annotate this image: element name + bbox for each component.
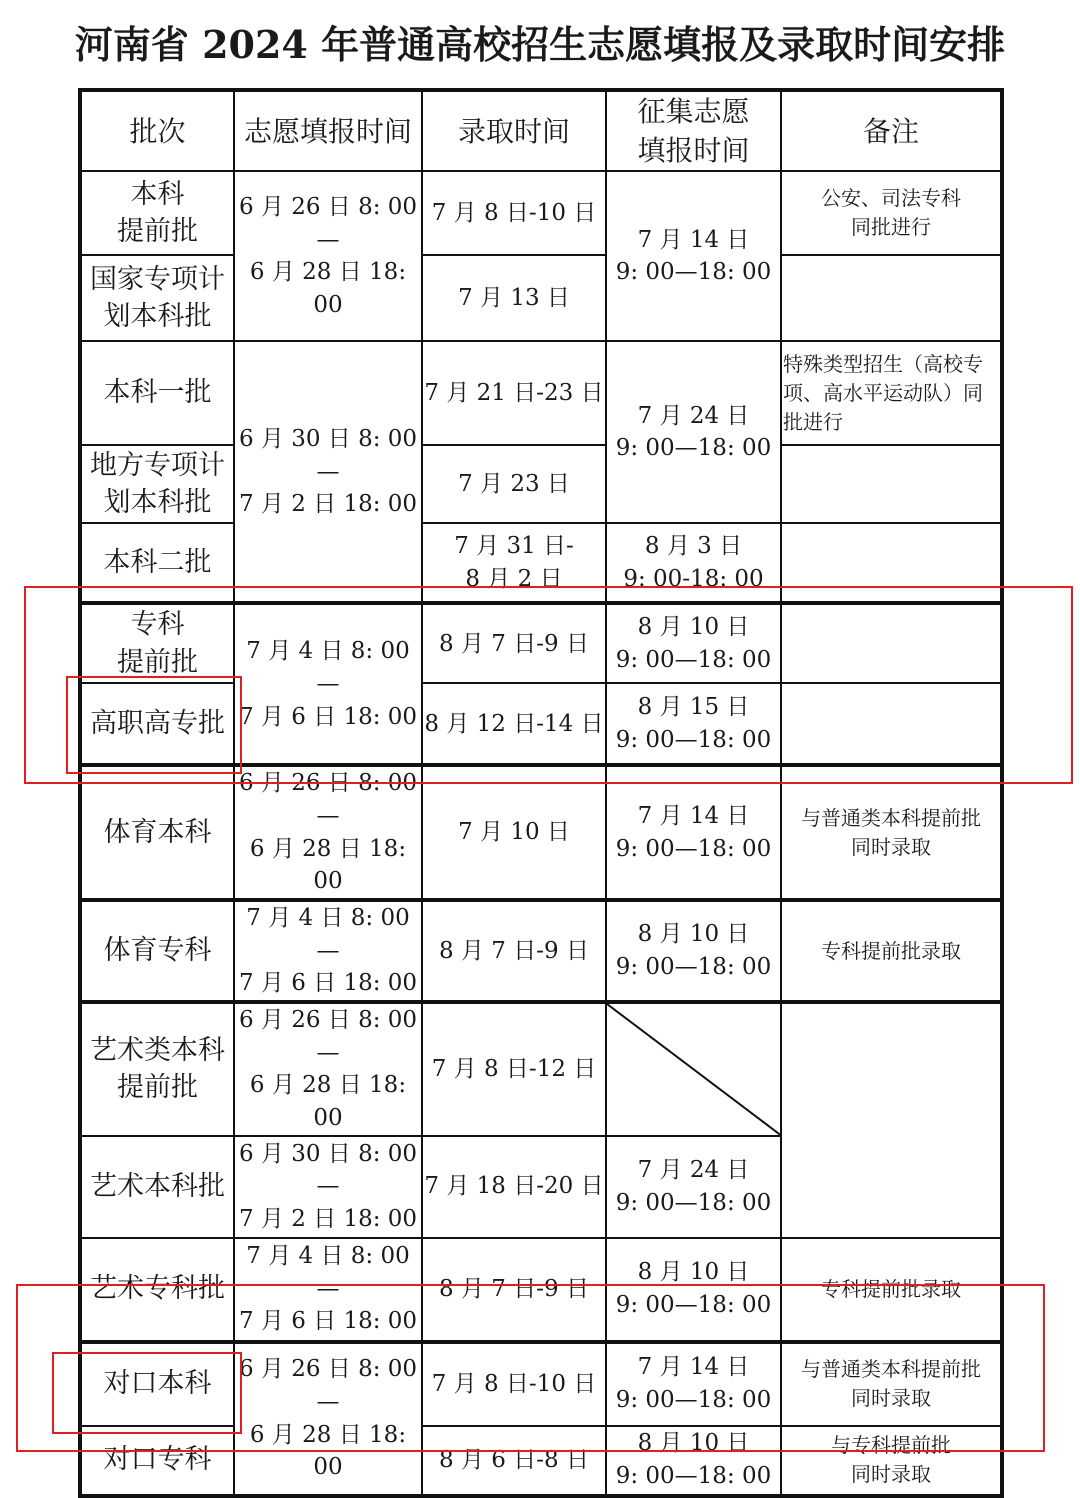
admit-time-cell: 7 月 23 日 <box>422 445 606 523</box>
note-cell <box>781 683 1002 765</box>
batch-cell: 国家专项计 划本科批 <box>80 255 234 341</box>
fill-time-cell: 7 月 4 日 8: 00 — 7 月 6 日 18: 00 <box>234 1238 422 1342</box>
table-row <box>80 255 1002 341</box>
admit-time-cell: 8 月 6 日-8 日 <box>422 1426 606 1496</box>
table-row <box>80 900 1002 1002</box>
diagonal-slash <box>607 1004 780 1135</box>
batch-cell: 体育专科 <box>80 900 234 1002</box>
note-cell: 与普通类本科提前批 同时录取 <box>781 765 1002 900</box>
admit-time-cell: 7 月 8 日-10 日 <box>422 1342 606 1426</box>
admit-time-cell: 8 月 7 日-9 日 <box>422 603 606 683</box>
empty-diagonal-cell <box>606 1002 781 1136</box>
collect-time-cell: 8 月 10 日 9: 00—18: 00 <box>606 1426 781 1496</box>
table-row <box>80 603 1002 683</box>
admit-time-cell: 8 月 7 日-9 日 <box>422 900 606 1002</box>
header-row <box>80 90 1002 171</box>
batch-cell: 对口本科 <box>80 1342 234 1426</box>
admit-time-cell: 7 月 10 日 <box>422 765 606 900</box>
note-cell: 专科提前批录取 <box>781 1238 1002 1342</box>
collect-time-cell: 7 月 24 日 9: 00—18: 00 <box>606 341 781 523</box>
fill-time-cell: 6 月 26 日 8: 00 — 6 月 28 日 18: 00 <box>234 171 422 341</box>
admit-time-cell: 8 月 12 日-14 日 <box>422 683 606 765</box>
note-cell <box>781 603 1002 683</box>
collect-time-cell: 7 月 24 日 9: 00—18: 00 <box>606 1136 781 1238</box>
header-fill-time: 志愿填报时间 <box>234 90 422 171</box>
admit-time-cell: 7 月 18 日-20 日 <box>422 1136 606 1238</box>
batch-cell: 地方专项计 划本科批 <box>80 445 234 523</box>
batch-cell: 艺术类本科 提前批 <box>80 1002 234 1136</box>
batch-cell: 对口专科 <box>80 1426 234 1496</box>
batch-cell: 艺术专科批 <box>80 1238 234 1342</box>
admission-schedule-table <box>78 88 1004 1498</box>
note-cell <box>781 523 1002 603</box>
collect-time-cell: 7 月 14 日 9: 00—18: 00 <box>606 1342 781 1426</box>
header-batch: 批次 <box>80 90 234 171</box>
note-cell <box>781 255 1002 341</box>
fill-time-cell: 7 月 4 日 8: 00 — 7 月 6 日 18: 00 <box>234 900 422 1002</box>
table-row <box>80 1426 1002 1496</box>
table-row <box>80 523 1002 603</box>
admit-time-cell: 7 月 8 日-12 日 <box>422 1002 606 1136</box>
admit-time-cell: 7 月 13 日 <box>422 255 606 341</box>
header-note: 备注 <box>781 90 1002 171</box>
batch-cell: 本科二批 <box>80 523 234 603</box>
collect-time-cell: 8 月 10 日 9: 00—18: 00 <box>606 603 781 683</box>
batch-cell: 体育本科 <box>80 765 234 900</box>
collect-time-cell: 8 月 15 日 9: 00—18: 00 <box>606 683 781 765</box>
table-row <box>80 765 1002 900</box>
fill-time-cell: 7 月 4 日 8: 00 — 7 月 6 日 18: 00 <box>234 603 422 765</box>
table-row <box>80 1002 1002 1136</box>
collect-time-cell: 7 月 14 日 9: 00—18: 00 <box>606 765 781 900</box>
admit-time-cell: 7 月 8 日-10 日 <box>422 171 606 255</box>
admit-time-cell: 7 月 21 日-23 日 <box>422 341 606 445</box>
note-cell: 特殊类型招生（高校专项、高水平运动队）同批进行 <box>781 341 1002 445</box>
table-row <box>80 445 1002 523</box>
note-cell <box>781 445 1002 523</box>
fill-time-cell: 6 月 30 日 8: 00 — 7 月 2 日 18: 00 <box>234 1136 422 1238</box>
fill-time-cell: 6 月 26 日 8: 00 — 6 月 28 日 18: 00 <box>234 765 422 900</box>
table-row <box>80 1238 1002 1342</box>
table-row <box>80 171 1002 255</box>
note-cell: 与专科提前批 同时录取 <box>781 1426 1002 1496</box>
batch-cell: 高职高专批 <box>80 683 234 765</box>
page-title: 河南省 2024 年普通高校招生志愿填报及录取时间安排 <box>74 22 1006 67</box>
batch-cell: 本科一批 <box>80 341 234 445</box>
batch-cell: 专科 提前批 <box>80 603 234 683</box>
table-row <box>80 341 1002 445</box>
header-admit-time: 录取时间 <box>422 90 606 171</box>
collect-time-cell: 7 月 14 日 9: 00—18: 00 <box>606 171 781 341</box>
batch-cell: 本科 提前批 <box>80 171 234 255</box>
table-row <box>80 1342 1002 1426</box>
fill-time-cell: 6 月 26 日 8: 00 — 6 月 28 日 18: 00 <box>234 1342 422 1496</box>
note-cell <box>781 1002 1002 1238</box>
fill-time-cell: 6 月 30 日 8: 00 — 7 月 2 日 18: 00 <box>234 341 422 603</box>
admit-time-cell: 7 月 31 日- 8 月 2 日 <box>422 523 606 603</box>
fill-time-cell: 6 月 26 日 8: 00 — 6 月 28 日 18: 00 <box>234 1002 422 1136</box>
admit-time-cell: 8 月 7 日-9 日 <box>422 1238 606 1342</box>
table-row <box>80 683 1002 765</box>
note-cell: 专科提前批录取 <box>781 900 1002 1002</box>
collect-time-cell: 8 月 10 日 9: 00—18: 00 <box>606 900 781 1002</box>
batch-cell: 艺术本科批 <box>80 1136 234 1238</box>
header-collect-time: 征集志愿 填报时间 <box>606 90 781 171</box>
collect-time-cell: 8 月 10 日 9: 00—18: 00 <box>606 1238 781 1342</box>
note-cell: 公安、司法专科 同批进行 <box>781 171 1002 255</box>
collect-time-cell: 8 月 3 日 9: 00-18: 00 <box>606 523 781 603</box>
note-cell: 与普通类本科提前批 同时录取 <box>781 1342 1002 1426</box>
